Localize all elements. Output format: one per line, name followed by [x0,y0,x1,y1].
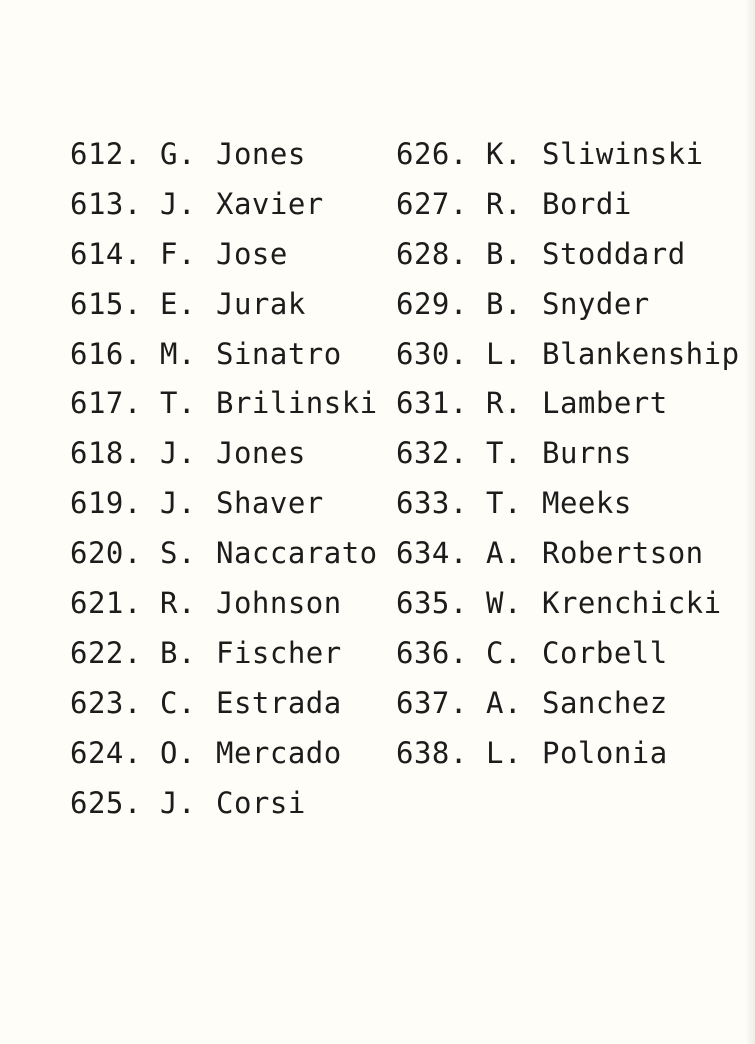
player-surname: Jones [216,137,306,171]
player-initial: L. [486,735,522,770]
card-number: 620. [70,536,142,571]
card-number: 617. [70,386,142,421]
player-surname: Fischer [216,635,342,670]
checklist-entry [396,379,740,429]
player-initial: T. [160,386,196,421]
card-number: 619. [70,486,142,521]
checklist-entry [396,629,740,679]
player-surname: Burns [542,436,632,471]
player-initial: S. [160,536,196,571]
player-surname: Jose [216,236,288,271]
card-number: 628. [396,236,468,271]
card-number: 613. [70,186,142,221]
checklist-entry [70,579,378,629]
player-initial: R. [486,386,522,421]
player-initial: B. [486,286,522,321]
player-initial: J. [160,486,196,521]
checklist-entry [396,429,740,479]
player-surname: Sliwinski [542,137,704,171]
checklist-entry [396,180,740,230]
player-surname: Robertson [542,536,704,571]
checklist-entry [70,230,378,280]
player-surname: Shaver [216,486,324,521]
checklist-entry [396,330,740,380]
checklist-entry [396,729,740,779]
checklist-entry [70,479,378,529]
checklist-entry [396,130,740,180]
player-surname: Xavier [216,186,324,221]
player-initial: C. [160,685,196,720]
player-initial: T. [486,486,522,521]
checklist-right-column [396,130,740,779]
player-initial: J. [160,186,196,221]
checklist-entry [396,479,740,529]
checklist-entry [70,429,378,479]
checklist-entry [70,180,378,230]
player-surname: Snyder [542,286,650,321]
player-surname: Stoddard [542,236,686,271]
card-number: 632. [396,436,468,471]
card-number: 612. [70,137,142,171]
checklist-entry [70,629,378,679]
player-initial: A. [486,536,522,571]
checklist-left-column [70,130,378,828]
player-initial: R. [160,586,196,621]
player-initial: J. [160,436,196,471]
card-number: 624. [70,735,142,770]
checklist-entry [396,529,740,579]
card-number: 631. [396,386,468,421]
card-number: 623. [70,685,142,720]
player-surname: Brilinski [216,386,378,421]
card-number: 629. [396,286,468,321]
checklist-entry [396,230,740,280]
card-number: 636. [396,635,468,670]
card-number: 618. [70,436,142,471]
player-surname: Blankenship [542,336,740,371]
player-initial: C. [486,635,522,670]
player-initial: L. [486,336,522,371]
card-number: 627. [396,186,468,221]
player-surname: Estrada [216,685,342,720]
player-initial: F. [160,236,196,271]
player-surname: Corsi [216,785,306,820]
checklist-entry [70,280,378,330]
player-initial: B. [160,635,196,670]
player-initial: G. [160,137,196,171]
player-initial: M. [160,336,196,371]
checklist-entry [70,130,378,180]
card-number: 638. [396,735,468,770]
player-surname: Johnson [216,586,342,621]
player-surname: Jurak [216,286,306,321]
card-number: 637. [396,685,468,720]
checklist-entry [70,729,378,779]
card-number: 622. [70,635,142,670]
player-surname: Krenchicki [542,586,722,621]
card-number: 635. [396,586,468,621]
player-initial: K. [486,137,522,171]
checklist-entry [396,280,740,330]
player-initial: E. [160,286,196,321]
checklist-entry [70,379,378,429]
player-surname: Meeks [542,486,632,521]
card-number: 626. [396,137,468,171]
card-edge-shadow [745,0,755,1044]
player-surname: Bordi [542,186,632,221]
player-surname: Jones [216,436,306,471]
card-number: 614. [70,236,142,271]
player-initial: T. [486,436,522,471]
player-surname: Corbell [542,635,668,670]
checklist-entry [70,529,378,579]
card-number: 634. [396,536,468,571]
card-number: 633. [396,486,468,521]
player-surname: Polonia [542,735,668,770]
player-surname: Mercado [216,735,342,770]
player-initial: W. [486,586,522,621]
checklist-entry [396,679,740,729]
card-number: 615. [70,286,142,321]
player-surname: Sanchez [542,685,668,720]
player-surname: Lambert [542,386,668,421]
checklist-entry [70,679,378,729]
player-initial: B. [486,236,522,271]
player-initial: A. [486,685,522,720]
card-number: 630. [396,336,468,371]
player-surname: Naccarato [216,536,378,571]
player-surname: Sinatro [216,336,342,371]
checklist-entry [70,330,378,380]
card-number: 616. [70,336,142,371]
card-number: 621. [70,586,142,621]
checklist-entry [70,779,378,829]
checklist-entry [396,579,740,629]
card-number: 625. [70,785,142,820]
player-initial: R. [486,186,522,221]
player-initial: O. [160,735,196,770]
player-initial: J. [160,785,196,820]
